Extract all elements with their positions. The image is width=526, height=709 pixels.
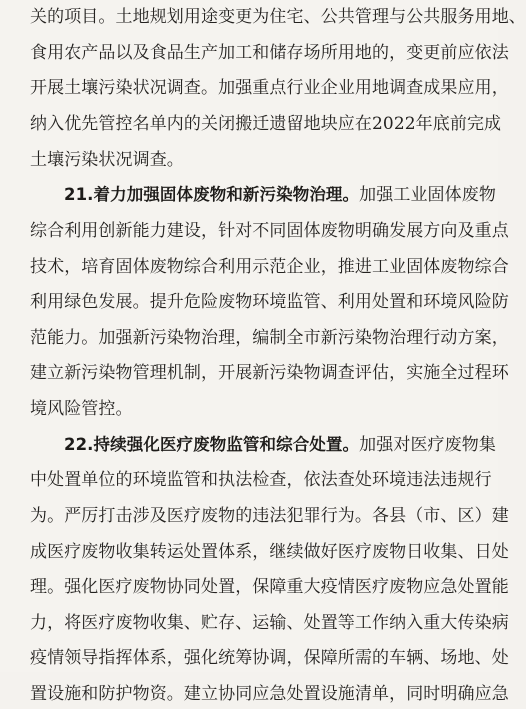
section-21-line-7: 境风险管控。 [30, 399, 133, 419]
section-22-first-line-text: 加强对医疗废物集 [359, 435, 496, 455]
section-22-line-8: 置设施和防护物资。建立协同应急处置设施清单，同时明确应急 [30, 684, 509, 704]
section-21-line-4: 利用绿色发展。提升危险废物环境监管、利用处置和环境风险防 [30, 292, 509, 312]
intro-line-1: 关的项目。土地规划用途变更为住宅、公共管理与公共服务用地、 [30, 7, 526, 27]
section-21-first-line [64, 180, 496, 210]
section-21-heading: 21.着力加强固体废物和新污染物治理。 [64, 185, 360, 204]
section-22-line-4: 成医疗废物收集转运处置体系，继续做好医疗废物日收集、日处 [30, 542, 509, 562]
section-22-heading: 22.持续强化医疗废物监管和综合处置。 [64, 435, 360, 454]
intro-line-4: 纳入优先管控名单内的关闭搬迁遗留地块应在2022年底前完成 [30, 114, 502, 134]
intro-line-3: 开展土壤污染状况调查。加强重点行业企业用地调查成果应用， [30, 78, 509, 98]
section-21-line-3: 技术，培育固体废物综合利用示范企业，推进工业固体废物综合 [30, 257, 509, 277]
section-22-line-3: 为。严厉打击涉及医疗废物的违法犯罪行为。各县（市、区）建 [30, 506, 509, 526]
section-22-line-2: 中处置单位的环境监管和执法检查，依法查处环境违法违规行 [30, 470, 492, 490]
intro-line-5: 土壤污染状况调查。 [30, 150, 184, 170]
section-21-line-6: 建立新污染物管理机制，开展新污染物调查评估，实施全过程环 [30, 363, 509, 383]
section-22-line-5: 理。强化医疗废物协同处置，保障重大疫情医疗废物应急处置能 [30, 577, 509, 597]
section-22-line-7: 疫情领导指挥体系，强化统筹协调，保障所需的车辆、场地、处 [30, 648, 509, 668]
intro-line-2: 食用农产品以及食品生产加工和储存场所用地的，变更前应依法 [30, 43, 509, 63]
section-22-first-line [64, 430, 496, 460]
section-21-line-5: 范能力。加强新污染物治理，编制全市新污染物治理行动方案， [30, 328, 509, 348]
section-22-line-6: 力，将医疗废物收集、贮存、运输、处置等工作纳入重大传染病 [30, 613, 509, 633]
section-21-line-2: 综合利用创新能力建设，针对不同固体废物明确发展方向及重点 [30, 221, 509, 241]
section-21-first-line-text: 加强工业固体废物 [359, 185, 496, 205]
